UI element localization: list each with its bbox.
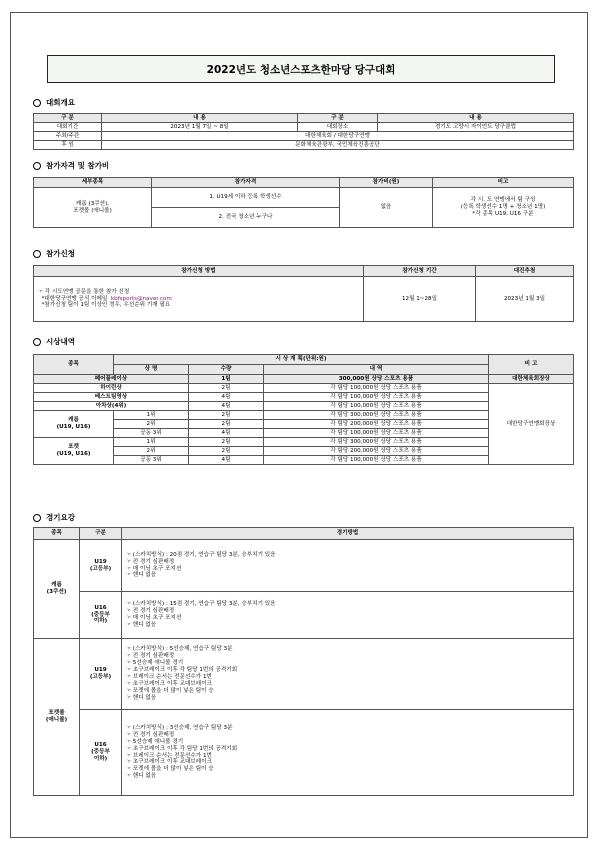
table-row: 대회기간 2023년 1월 7일 ~ 8일 대회장소 경기도 고양시 자이언트 당구클럽	[34, 123, 574, 132]
section-heading-overview: 대회개요	[33, 97, 75, 108]
table-row: 포켓 (U19, U16) 1위 2팀 각 팀당 300,000원 상당 스포츠 용품	[34, 438, 574, 447]
rules-table	[33, 527, 574, 796]
table-row: 세부종목 참가자격 참가비(원) 비고	[34, 178, 574, 188]
application-table	[33, 265, 574, 322]
table-row: 상 명 수량 내 역	[34, 365, 574, 375]
email-link[interactable]: kbfsports@naver.com	[110, 295, 172, 302]
section-heading-awards: 시상내역	[33, 336, 75, 347]
table-row: 2위 2팀 각 팀당 200,000원 상당 스포츠 용품	[34, 420, 574, 429]
table-row: 하이런상 2팀 각 팀당 100,000원 상당 스포츠 용품 대한당구연맹회장상	[34, 384, 574, 393]
overview-table	[33, 113, 574, 150]
circle-bullet-icon	[33, 250, 41, 258]
table-row: 후 원 문화체육관광부, 국민체육진흥공단	[34, 141, 574, 150]
table-row: 참가신청 방법 참가신청 기간 대진추첨	[34, 266, 574, 277]
table-row: 페어플레이상 1팀 300,000원 상당 스포츠 용품 대한체육회장상	[34, 375, 574, 384]
awards-table	[33, 354, 574, 465]
table-row: 종목 시 상 계 획(단위:원) 비 고	[34, 355, 574, 365]
table-row: U16 (중등부 이하) ☞ (스카치방식) : 15점 경기, 연습구 팀당 3분, 승부치기 있음 ☞ 전 경기 심판배정 ☞ 매 이닝 초구 포지션 ☞ 핸디 없음	[34, 592, 574, 639]
table-row: 캐롬 (3쿠션), 포켓볼 (애니볼) 1. U19세 이하 등록 학생선수 없음 각 시. 도 연맹에서 팀 구성 (등록 학생선수 1명 + 청소년 1명) *각 종목 U19, U16 구분	[34, 188, 574, 208]
table-row: 주최/주관 대한체육회 / 대한당구연맹	[34, 132, 574, 141]
table-row: 캐롬 (3쿠션) U19 (고등부) ☞ (스카치방식) : 20점 경기, 연습구 팀당 3분, 승부치기 있음 ☞ 전 경기 심판배정 ☞ 매 이닝 초구 포지션 ☞ 핸디 없음	[34, 540, 574, 592]
section-heading-application: 참가신청	[33, 248, 75, 259]
table-row: 공동 3위 4팀 각 팀당 100,000원 상당 스포츠 용품	[34, 456, 574, 465]
table-row: 베스트팀영상 4팀 각 팀당 100,000원 상당 스포츠 용품	[34, 393, 574, 402]
section-heading-rules: 경기요강	[33, 512, 75, 523]
table-row: 2. 전국 청소년 누구나	[34, 208, 574, 228]
table-row: 종목 구분 경기방법	[34, 528, 574, 540]
table-row: ☞ 각 시도연맹 공문을 통한 참가 신청 *대한당구연맹 공식 이메일 kbfsports@naver.com *참가신청 팀이 1팀 이상인 경우, 우선순위 기재 필요 12월 1~28일 2023년 1월 3일	[34, 277, 574, 322]
table-row: 캐롬 (U19, U16) 1위 2팀 각 팀당 300,000원 상당 스포츠 용품	[34, 411, 574, 420]
table-row: 아차상(4위) 4팀 각 팀당 100,000원 상당 스포츠 용품	[34, 402, 574, 411]
table-row: 공동 3위 4팀 각 팀당 100,000원 상당 스포츠 용품	[34, 429, 574, 438]
document-title: 2022년도 청소년스포츠한마당 당구대회	[47, 55, 555, 83]
circle-bullet-icon	[33, 162, 41, 170]
circle-bullet-icon	[33, 514, 41, 522]
circle-bullet-icon	[33, 338, 41, 346]
circle-bullet-icon	[33, 99, 41, 107]
table-row: U16 (중등부 이하) ☞ (스카치방식) : 3선승제, 연습구 팀당 3분 ☞ 전 경기 심판배정 ☞ 5선승제 애니볼 경기 ☞ 초구브레이크 이후 각 팀당 1번의 공격기회 ☞ 브레이크 순서는 전문선수가 1번 ☞ 초구브레이크 이후 교대브레이크 ☞ 포켓에 볼을 더 많이 넣은 팀이 승 ☞ 핸디 없음	[34, 710, 574, 796]
section-heading-eligibility: 참가자격 및 참가비	[33, 160, 109, 171]
table-row: 포켓볼 (애니볼) U19 (고등부) ☞ (스카치방식) : 5선승제, 연습구 팀당 3분 ☞ 전 경기 심판배정 ☞ 5선승제 애니볼 경기 ☞ 초구브레이크 이후 각 팀당 1번의 공격기회 ☞ 브레이크 순서는 전문선수가 1번 ☞ 초구브레이크 이후 교대브레이크 ☞ 포켓에 볼을 더 많이 넣은 팀이 승 ☞ 핸디 없음	[34, 639, 574, 710]
table-row: 구 분 내 용 구 분 내 용	[34, 114, 574, 123]
eligibility-table	[33, 177, 574, 228]
table-row: 2위 2팀 각 팀당 200,000원 상당 스포츠 용품	[34, 447, 574, 456]
